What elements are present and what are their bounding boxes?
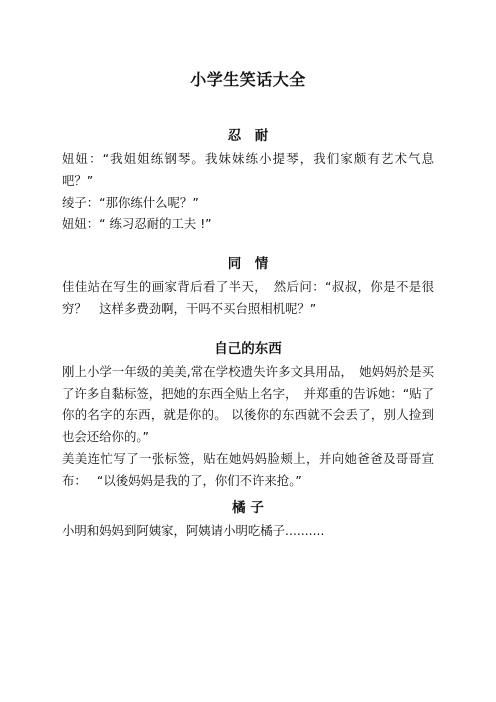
section-heading: 忍 耐 [227,128,269,144]
paragraph: 美美连忙写了一张标签，贴在她妈妈脸颊上，并向她爸爸及哥哥宣布： “以後妈妈是我的了，你们不许来抢。” [62,450,434,488]
document-title: 小学生笑话大全 [190,70,306,89]
section-patience [62,126,434,235]
paragraph: 妞妞：“我姐姐练钢琴。我妹妹练小提琴，我们家颇有艺术气息吧？” [62,151,434,188]
section-orange [62,498,434,542]
paragraph: 绫子：“那你练什么呢？” [62,194,199,210]
paragraph: 妞妞：“ 练习忍耐的工夫 !” [62,216,212,232]
section-body [62,361,434,492]
paragraph: 小明和妈妈到阿姨家，阿姨请小明吃橘子.......... [62,522,325,538]
section-body [62,276,434,320]
section-body [62,520,434,542]
paragraph: 刚上小学一年级的美美,常在学校遗失许多文具用品， 她妈妈於是买了许多自黏标签，把她的东西全贴上名字， 并郑重的告诉她：“贴了你的名字的东西，就是你的。 以後你的东西就不会丢了，别人捡到也会还给你的。” [62,363,434,445]
section-heading: 同 情 [227,256,269,273]
paragraph: 佳佳站在写生的画家背后看了半天， 然后问：“叔叔，你是不是很穷？ 这样多费劲啊，干吗不买台照相机呢？” [62,279,434,316]
section-heading: 橘 子 [232,499,264,516]
section-body [62,148,434,235]
section-sympathy [62,254,434,320]
section-own-things [62,339,434,492]
section-heading: 自己的东西 [214,340,282,357]
